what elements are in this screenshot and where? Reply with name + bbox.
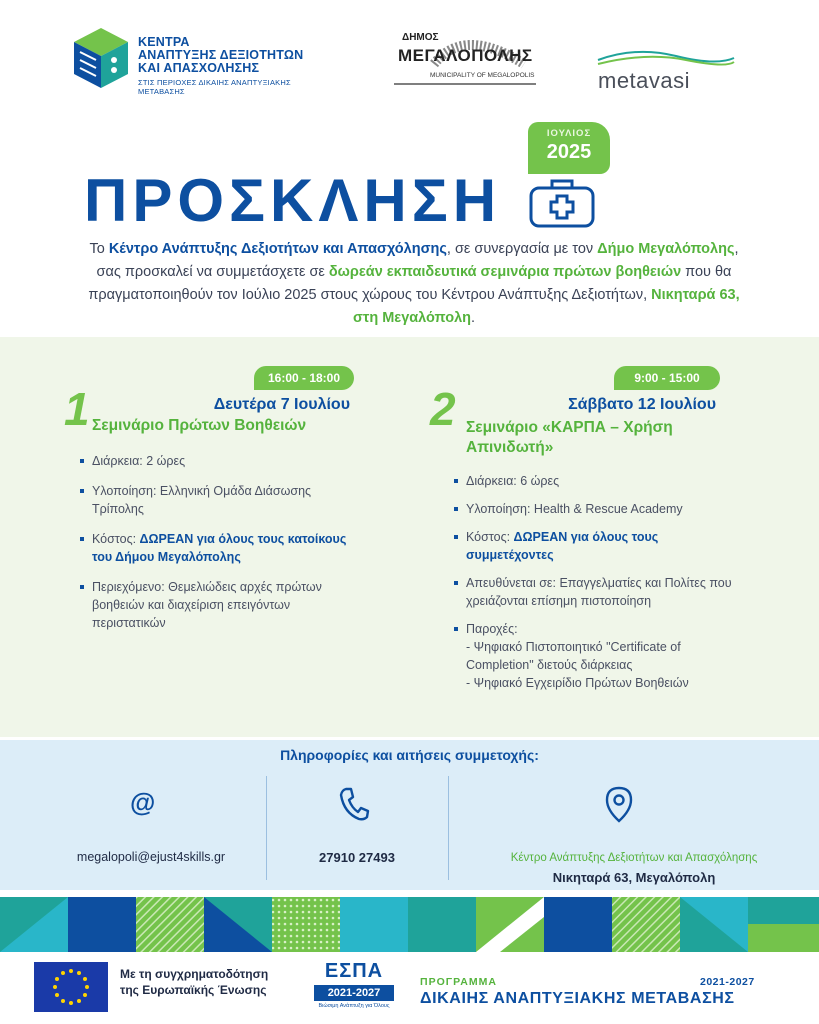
seminar1-number: 1 bbox=[64, 383, 90, 435]
list-item bbox=[80, 452, 352, 470]
month-badge bbox=[528, 122, 610, 174]
detail-value: 2 ώρες bbox=[146, 454, 186, 468]
detail-label: Υλοποίηση: bbox=[92, 484, 160, 498]
phone-icon bbox=[338, 786, 370, 822]
seminar1-day: Δευτέρα 7 Ιουλίου bbox=[213, 396, 350, 413]
eu-cofunding-text bbox=[120, 966, 268, 998]
detail-value: ΔΩΡΕΑΝ για όλους τους κατοίκους του Δήμου Μεγαλόπολης bbox=[92, 532, 347, 564]
phone-number[interactable]: 27910 27493 bbox=[319, 850, 395, 865]
list-item bbox=[454, 528, 744, 564]
kad-logo-line1: ΚΕΝΤΡΑ bbox=[138, 35, 190, 49]
eu-line2: της Ευρωπαϊκής Ένωσης bbox=[120, 983, 267, 997]
detail-value: Επαγγελματίες και Πολίτες που χρειάζονται επίσημη πιστοποίηση bbox=[466, 576, 732, 608]
detail-label: Απευθύνεται σε: bbox=[466, 576, 560, 590]
seminar2-day: Σάββατο 12 Ιουλίου bbox=[568, 396, 716, 413]
intro-text-4: που θα πραγματοποιηθούν τον Ιούλιο 2025 στους χώρους του Κέντρου Ανάπτυξης Δεξιοτήτων, bbox=[88, 264, 732, 303]
map-pin-icon bbox=[604, 786, 634, 824]
provision-item: - Ψηφιακό Εγχειρίδιο Πρώτων Βοηθειών bbox=[466, 676, 689, 690]
dimos-name: ΜΕΓΑΛΟΠΟΛΗΣ bbox=[398, 46, 533, 65]
address-street: Νικηταρά 63, Μεγαλόπολη bbox=[552, 870, 716, 885]
intro-seminars: δωρεάν εκπαιδευτικά σεμινάρια πρώτων βοηθειών bbox=[328, 264, 682, 280]
intro-municipality: Δήμο Μεγαλόπολης bbox=[597, 241, 735, 257]
kad-cube-icon bbox=[66, 24, 136, 94]
kad-logo bbox=[66, 24, 326, 94]
eu-flag-icon bbox=[34, 962, 108, 1012]
list-item bbox=[80, 482, 352, 518]
seminar2-number: 2 bbox=[430, 383, 456, 435]
detail-value: 6 ώρες bbox=[520, 474, 560, 488]
detail-value: Θεμελιώδεις αρχές πρώτων βοηθειών και διαχείριση επειγόντων περιστατικών bbox=[92, 580, 322, 630]
list-item bbox=[454, 620, 744, 692]
first-aid-kit-icon bbox=[528, 176, 596, 228]
divider bbox=[448, 776, 449, 880]
program-label: ΠΡΟΓΡΑΜΜΑ bbox=[420, 976, 497, 988]
dimos-small-label: ΔΗΜΟΣ bbox=[402, 32, 439, 43]
detail-label: Περιεχόμενο: bbox=[92, 580, 169, 594]
list-item bbox=[80, 578, 352, 632]
info-title: Πληροφορίες και αιτήσεις συμμετοχής: bbox=[280, 747, 539, 763]
intro-text-2: , σε συνεργασία με τον bbox=[446, 241, 598, 257]
page-title: ΠΡΟΣΚΛΗΣΗ bbox=[84, 167, 502, 234]
list-item bbox=[454, 574, 744, 610]
intro-address: Νικηταρά 63, στη Μεγαλόπολη bbox=[352, 287, 740, 326]
dimos-subtitle: MUNICIPALITY OF MEGALOPOLIS bbox=[430, 72, 535, 79]
email-link[interactable]: megalopoli@ejust4skills.gr bbox=[76, 850, 226, 864]
kad-logo-title bbox=[138, 36, 303, 75]
list-item bbox=[454, 472, 744, 490]
intro-text-5: . bbox=[471, 310, 476, 326]
kad-logo-line3: ΚΑΙ ΑΠΑΣΧΟΛΗΣΗΣ bbox=[138, 61, 260, 75]
program-years: 2021-2027 bbox=[700, 976, 755, 988]
detail-value: Health & Rescue Academy bbox=[533, 502, 683, 516]
detail-value: ΔΩΡΕΑΝ για όλους τους συμμετέχοντες bbox=[466, 530, 659, 562]
espa-title: ΕΣΠΑ bbox=[324, 960, 384, 982]
list-item bbox=[80, 530, 352, 566]
seminar2-details bbox=[454, 472, 744, 702]
detail-label: Κόστος: bbox=[466, 530, 514, 544]
provision-item: - Ψηφιακό Πιστοποιητικό "Certificate of Completion" διετούς διάρκειας bbox=[466, 640, 681, 672]
seminar2-title: Σεμινάριο «ΚΑΡΠΑ – Χρήση Απινιδωτή» bbox=[466, 419, 673, 456]
kad-logo-line2: ΑΝΑΠΤΥΞΗΣ ΔΕΞΙΟΤΗΤΩΝ bbox=[138, 48, 304, 62]
address-org: Κέντρο Ανάπτυξης Δεξιοτήτων και Απασχόλησης bbox=[510, 852, 758, 864]
badge-month: ΙΟΥΛΙΟΣ bbox=[546, 128, 592, 139]
intro-text-1: Το bbox=[89, 241, 109, 257]
dimos-logo bbox=[394, 24, 536, 94]
at-sign-icon: @ bbox=[130, 787, 156, 817]
eu-line1: Με τη συγχρηματοδότηση bbox=[120, 967, 269, 981]
espa-logo bbox=[314, 960, 394, 1016]
metavasi-wordmark: metavasi bbox=[598, 68, 691, 93]
seminar1-time: 16:00 - 18:00 bbox=[254, 366, 354, 390]
seminar2-time: 9:00 - 15:00 bbox=[614, 366, 720, 390]
espa-subtitle: Βιώσιμη Ανάπτυξη για Όλους bbox=[318, 1003, 390, 1009]
divider bbox=[266, 776, 267, 880]
detail-label: Υλοποίηση: bbox=[466, 502, 534, 516]
seminar1-title: Σεμινάριο Πρώτων Βοηθειών bbox=[92, 417, 307, 434]
intro-org: Κέντρο Ανάπτυξης Δεξιοτήτων και Απασχόλησης bbox=[108, 241, 447, 257]
list-item bbox=[454, 500, 744, 518]
badge-year: 2025 bbox=[546, 141, 592, 163]
decorative-pattern-band bbox=[0, 897, 819, 952]
wave-icon bbox=[596, 46, 736, 70]
detail-label: Κόστος: bbox=[92, 532, 140, 546]
detail-label: Διάρκεια: bbox=[466, 474, 521, 488]
program-name: ΔΙΚΑΙΗΣ ΑΝΑΠΤΥΞΙΑΚΗΣ ΜΕΤΑΒΑΣΗΣ bbox=[420, 990, 735, 1007]
intro-text-3: , σας προσκαλεί να συμμετάσχετε σε bbox=[96, 241, 739, 280]
seminar1-details bbox=[80, 452, 352, 644]
metavasi-logo bbox=[596, 46, 736, 94]
detail-value: Ελληνική Ομάδα Διάσωσης Τρίπολης bbox=[92, 484, 312, 516]
detail-label: Διάρκεια: bbox=[92, 454, 147, 468]
espa-years: 2021-2027 bbox=[314, 985, 394, 1001]
intro-paragraph bbox=[84, 238, 744, 330]
provisions-label: Παροχές: bbox=[466, 622, 518, 636]
kad-logo-subtitle: ΣΤΙΣ ΠΕΡΙΟΧΕΣ ΔΙΚΑΙΗΣ ΑΝΑΠΤΥΞΙΑΚΗΣ ΜΕΤΑΒΑΣΗΣ bbox=[138, 78, 291, 96]
